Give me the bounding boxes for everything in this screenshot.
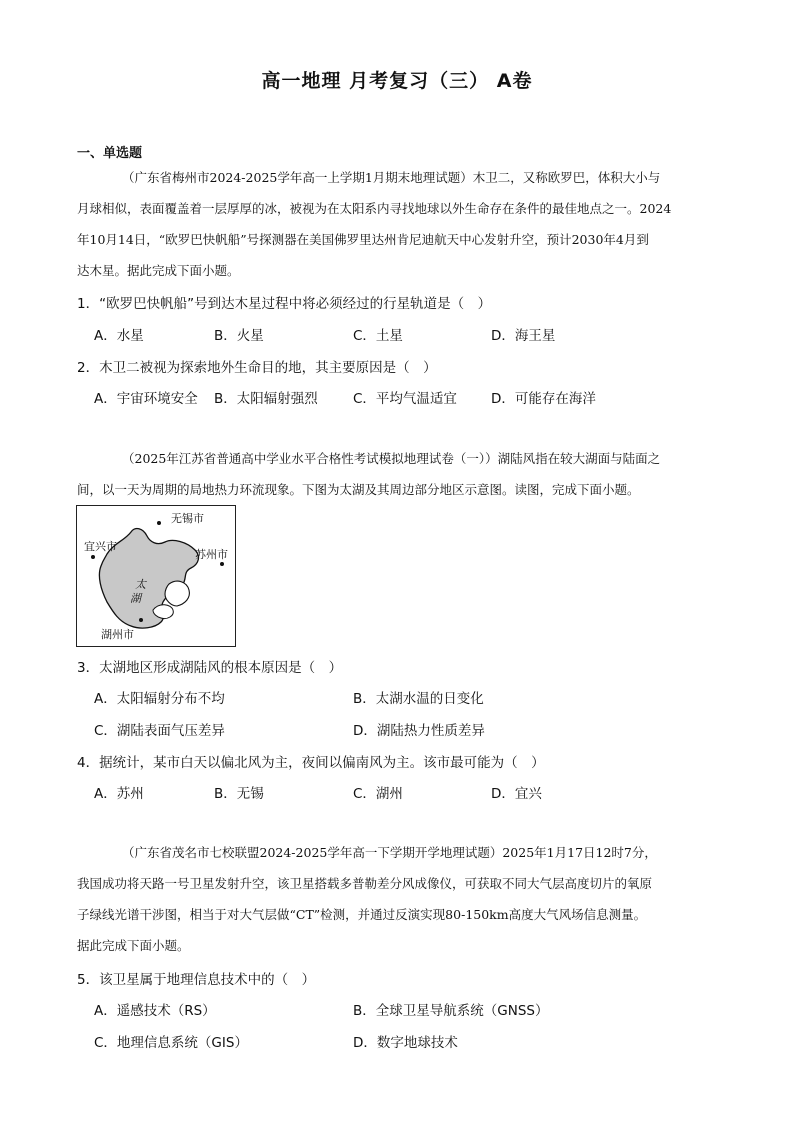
question-5-option-a[interactable]: A．遥感技术（RS）	[94, 1003, 216, 1019]
taihu-map	[76, 505, 236, 647]
question-5-option-b[interactable]: B．全球卫星导航系统（GNSS）	[353, 1003, 549, 1019]
yixing-label: 宜兴市	[84, 540, 117, 553]
suzhou-dot	[220, 562, 224, 566]
taihu-lake-shape	[77, 506, 234, 645]
question-2-option-a[interactable]: A．宇宙环境安全	[94, 391, 198, 407]
question-1-option-b[interactable]: B．火星	[214, 328, 264, 344]
question-1-stem: 1．“欧罗巴快帆船”号到达木星过程中将必须经过的行星轨道是（ ）	[77, 296, 492, 312]
section-heading: 一、单选题	[77, 146, 143, 161]
wuxi-label: 无锡市	[171, 512, 204, 525]
passage2-line2: 间，以一天为周期的局地热力环流现象。下图为太湖及其周边部分地区示意图。读图，完成下面小题。	[77, 482, 640, 497]
question-2-stem: 2．木卫二被视为探索地外生命目的地，其主要原因是（ ）	[77, 360, 437, 376]
question-2-option-c[interactable]: C．平均气温适宜	[353, 391, 457, 407]
question-3-option-d[interactable]: D．湖陆热力性质差异	[353, 723, 485, 739]
question-5-option-d[interactable]: D．数字地球技术	[353, 1035, 458, 1051]
question-1-option-a[interactable]: A．水星	[94, 328, 144, 344]
taihu-island	[165, 581, 189, 606]
lake-label-2: 湖	[130, 592, 141, 605]
yixing-dot	[91, 555, 95, 559]
passage1-line4: 达木星。据此完成下面小题。	[77, 263, 240, 278]
passage3-line4: 据此完成下面小题。	[77, 938, 190, 953]
question-1-option-d[interactable]: D．海王星	[491, 328, 556, 344]
wuxi-dot	[157, 521, 161, 525]
passage3-line2: 我国成功将天路一号卫星发射升空，该卫星搭载多普勒差分风成像仪，可获取不同大气层高度切片的氧原	[77, 876, 653, 891]
question-2-option-d[interactable]: D．可能存在海洋	[491, 391, 596, 407]
huzhou-dot	[139, 618, 143, 622]
question-3-option-c[interactable]: C．湖陆表面气压差异	[94, 723, 225, 739]
question-4-option-c[interactable]: C．湖州	[353, 786, 403, 802]
passage1-line1: （广东省梅州市2024-2025学年高一上学期1月期末地理试题）木卫二，又称欧罗巴，体积大小与	[122, 170, 661, 185]
question-4-stem: 4．据统计，某市白天以偏北风为主，夜间以偏南风为主。该市最可能为（ ）	[77, 755, 545, 771]
passage3-line3: 子绿线光谱干涉图，相当于对大气层做“CT”检测，并通过反演实现80-150km高度大气风场信息测量。	[77, 907, 647, 922]
question-2-option-b[interactable]: B．太阳辐射强烈	[214, 391, 318, 407]
passage1-line2: 月球相似，表面覆盖着一层厚厚的冰，被视为在太阳系内寻找地球以外生命存在条件的最佳地点之一。2024	[77, 201, 672, 216]
passage1-line3: 年10月14日，“欧罗巴快帆船”号探测器在美国佛罗里达州肯尼迪航天中心发射升空，预计2030年4月到	[77, 232, 649, 247]
passage3-line1: （广东省茂名市七校联盟2024-2025学年高一下学期开学地理试题）2025年1月17日12时7分，	[122, 845, 657, 860]
question-5-stem: 5．该卫星属于地理信息技术中的（ ）	[77, 972, 316, 988]
question-5-option-c[interactable]: C．地理信息系统（GIS）	[94, 1035, 248, 1051]
suzhou-label: 苏州市	[195, 548, 228, 561]
question-4-option-b[interactable]: B．无锡	[214, 786, 264, 802]
lake-label-1: 太	[135, 578, 146, 591]
question-4-option-d[interactable]: D．宜兴	[491, 786, 542, 802]
huzhou-label: 湖州市	[101, 628, 134, 641]
question-4-option-a[interactable]: A．苏州	[94, 786, 144, 802]
page-title: 高一地理 月考复习（三） A卷	[261, 70, 533, 92]
question-3-option-a[interactable]: A．太阳辐射分布不均	[94, 691, 225, 707]
question-1-option-c[interactable]: C．土星	[353, 328, 403, 344]
question-3-stem: 3．太湖地区形成湖陆风的根本原因是（ ）	[77, 660, 343, 676]
question-3-option-b[interactable]: B．太湖水温的日变化	[353, 691, 484, 707]
passage2-line1: （2025年江苏省普通高中学业水平合格性考试模拟地理试卷（一））湖陆风指在较大湖面与陆面之	[122, 451, 661, 466]
